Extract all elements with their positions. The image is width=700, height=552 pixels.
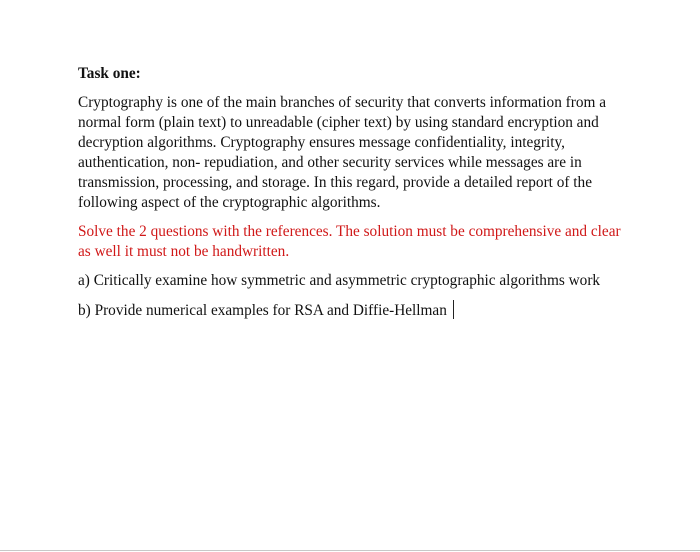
document-body[interactable]	[78, 64, 626, 330]
text-cursor	[453, 300, 454, 319]
question-b-line	[78, 300, 626, 321]
instruction-paragraph: Solve the 2 questions with the references. The solution must be comprehensive and clear as well it must not be handwritten.	[78, 223, 621, 260]
question-a: a) Critically examine how symmetric and asymmetric cryptographic algorithms work	[78, 272, 601, 289]
intro-paragraph: Cryptography is one of the main branches of security that converts information from a normal form (plain text) to unreadable (cipher text) by using standard encryption and decryption algorithms. Cryptography ensures message confidentiality, integrity, authentication, non- repudiation, and other security services while messages are in transmission, processing, and storage. In this regard, provide a detailed report of the following aspect of the cryptographic algorithms.	[78, 94, 607, 211]
task-heading: Task one:	[78, 65, 141, 82]
page-bottom-divider	[0, 550, 700, 551]
question-b: b) Provide numerical examples for RSA and Diffie-Hellman	[78, 302, 447, 319]
